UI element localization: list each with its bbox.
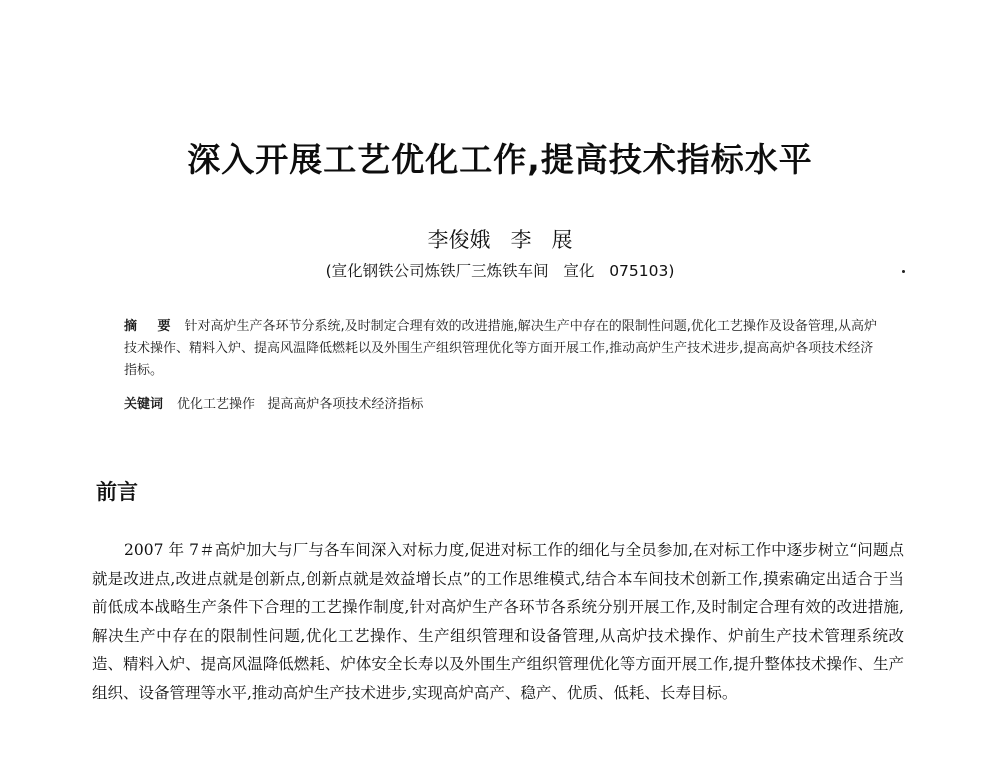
paper-authors: 李俊娥 李 展 bbox=[427, 228, 573, 252]
section-heading: 前言 bbox=[96, 480, 138, 504]
paper-title: 深入开展工艺优化工作,提高技术指标水平 bbox=[187, 140, 813, 179]
keywords-text: 优化工艺操作 提高高炉各项技术经济指标 bbox=[177, 397, 424, 412]
paper-affiliation: (宣化钢铁公司炼铁厂三炼铁车间 宣化 075103) bbox=[325, 262, 675, 280]
keywords-label: 关键词 bbox=[124, 397, 164, 412]
body-paragraph: 2007 年 7＃高炉加大与厂与各车间深入对标力度,促进对标工作的细化与全员参加,在对标工作中逐步树立“问题点就是改进点,改进点就是创新点,创新点就是效益增长点”的工作思维模式,结合本车间技术创新工作,摸索确定出适合于当前低成本战略生产条件下合理的工艺操作制度,针对高炉生产各环节各系统分别开展工作,及时制定合理有效的改进措施,解决生产中存在的限制性问题,优化工艺操作、生产组织管理和设备管理,从高炉技术操作、炉前生产技术管理系统改造、精料入炉、提高风温降低燃耗、炉体安全长寿以及外围生产组织管理优化等方面开展工作,提升整体技术操作、生产组织、设备管理等水平,推动高炉生产技术进步,实现高炉高产、稳产、优质、低耗、长寿目标。 bbox=[92, 541, 904, 702]
abstract-text: 针对高炉生产各环节分系统,及时制定合理有效的改进措施,解决生产中存在的限制性问题,优化工艺操作及设备管理,从高炉技术操作、精料入炉、提高风温降低燃耗以及外围生产组织管理优化等方面开展工作,推动高炉生产技术进步,提高高炉各项技术经济指标。 bbox=[124, 319, 878, 378]
keywords-block bbox=[124, 394, 884, 416]
abstract-block bbox=[124, 316, 884, 382]
abstract-label: 摘 要 bbox=[124, 319, 179, 334]
scan-artifact-dot bbox=[902, 270, 905, 273]
